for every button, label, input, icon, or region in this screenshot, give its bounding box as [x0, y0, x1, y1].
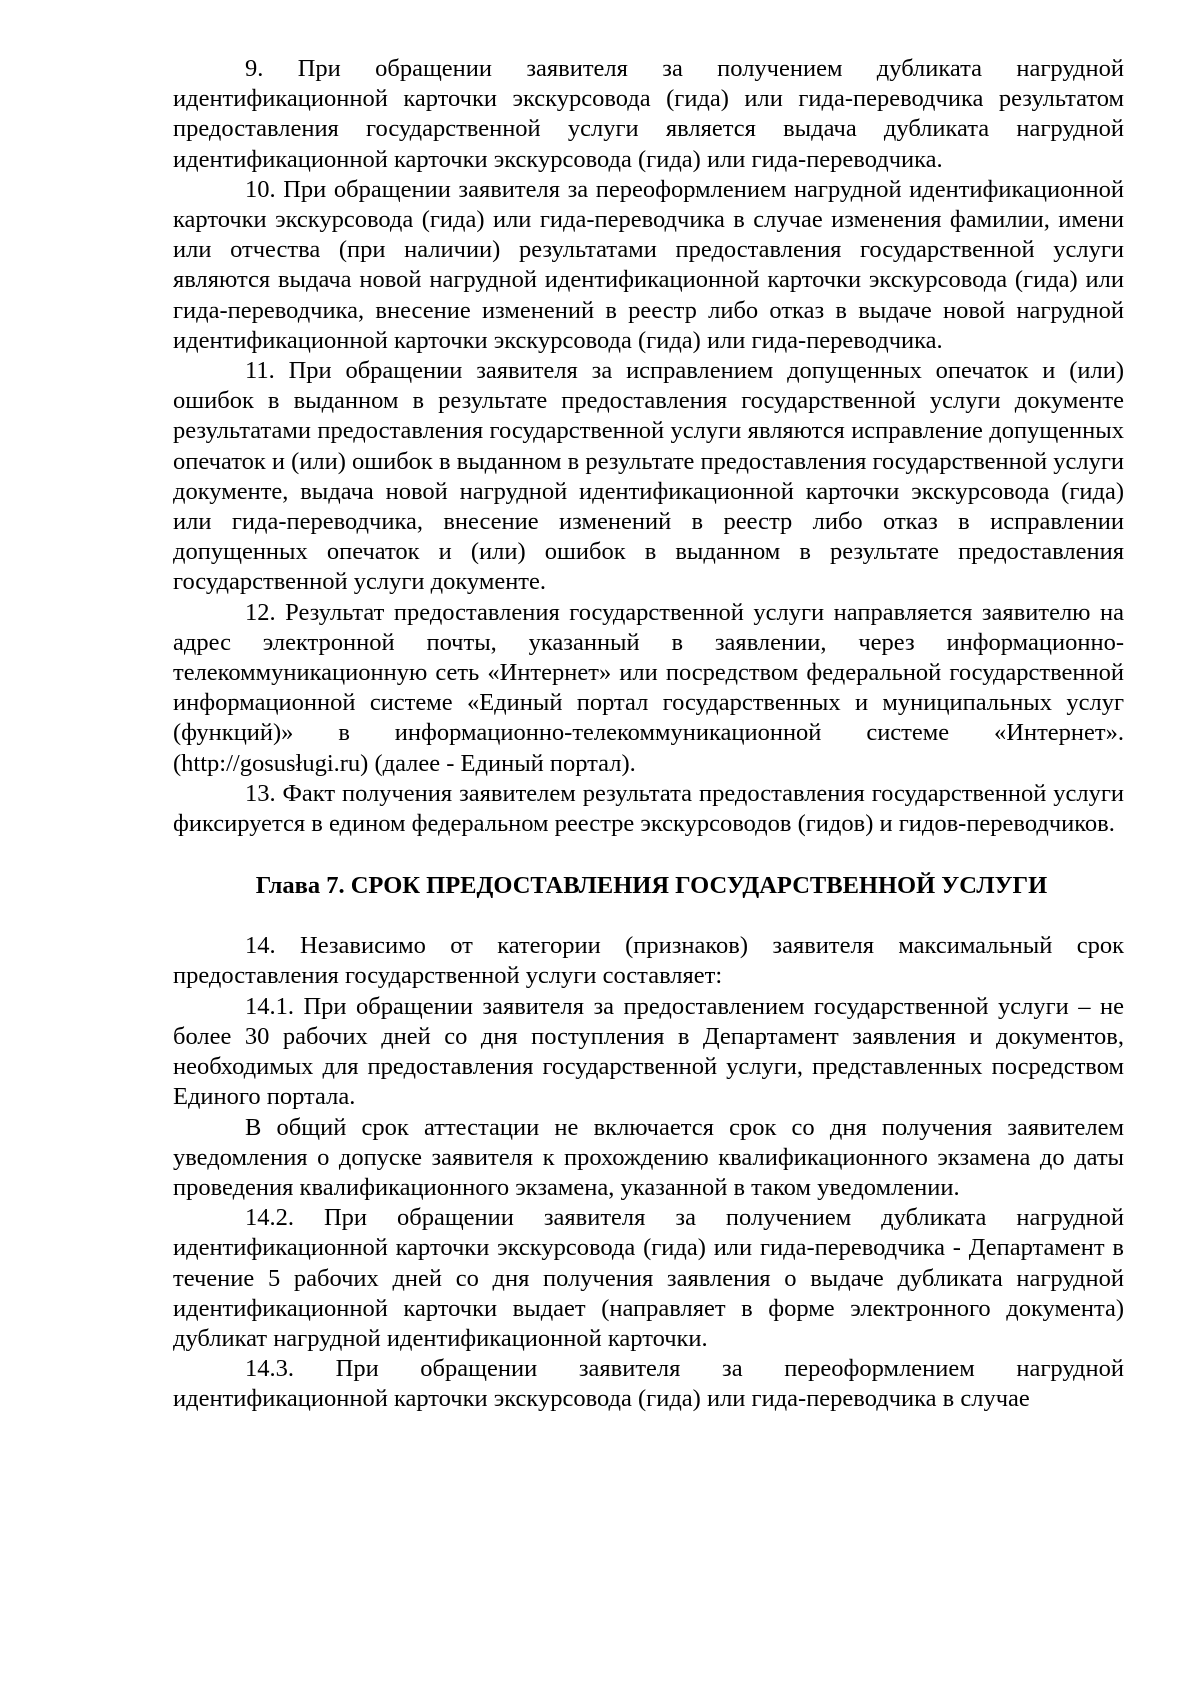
paragraph-11: 11. При обращении заявителя за исправлением допущенных опечаток и (или) ошибок в выданном в результате предоставления государственной услуги документе результатами предоставления государственной услуги являются исправление допущенных опечаток и (или) ошибок в выданном в результате предоставления государственной услуги документе, выдача новой нагрудной идентификационной карточки экскурсовода (гида) или гида-переводчика, внесение изменений в реестр либо отказ в исправлении допущенных опечаток и (или) ошибок в выданном в результате предоставления государственной услуги документе.	[173, 357, 1124, 596]
paragraph-9: 9. При обращении заявителя за получением дубликата нагрудной идентификационной карточки экскурсовода (гида) или гида-переводчика результатом предоставления государственной услуги является выдача дубликата нагрудной идентификационной карточки экскурсовода (гида) или гида-переводчика.	[173, 55, 1124, 173]
chapter-heading: Глава 7. СРОК ПРЕДОСТАВЛЕНИЯ ГОСУДАРСТВЕННОЙ УСЛУГИ	[255, 872, 1048, 900]
paragraph-14-3: 14.3. При обращении заявителя за переоформлением нагрудной идентификационной карточки экскурсовода (гида) или гида-переводчика в случае	[173, 1355, 1124, 1413]
paragraph-10: 10. При обращении заявителя за переоформлением нагрудной идентификационной карточки экскурсовода (гида) или гида-переводчика в случае изменения фамилии, имени или отчества (при наличии) результатами предоставления государственной услуги являются выдача новой нагрудной идентификационной карточки экскурсовода (гида) или гида-переводчика, внесение изменений в реестр либо отказ в выдаче новой нагрудной идентификационной карточки экскурсовода (гида) или гида-переводчика.	[173, 175, 1124, 354]
paragraph-13: 13. Факт получения заявителем результата предоставления государственной услуги фиксируется в едином федеральном реестре экскурсоводов (гидов) и гидов-переводчиков.	[173, 779, 1124, 838]
paragraph-12: 12. Результат предоставления государственной услуги направляется заявителю на адрес электронной почты, указанный в заявлении, через информационно-телекоммуникационную сеть «Интернет» или посредством федеральной государственной информационной системе «Единый портал государственных и муниципальных услуг (функций)» в информационно-телекоммуникационной системе «Интернет». (http://gosusługi.ru) (далее - Единый портал).	[173, 598, 1124, 777]
paragraph-attestation-term: В общий срок аттестации не включается срок со дня получения заявителем уведомления о допуске заявителя к прохождению квалификационного экзамена до даты проведения квалификационного экзамена, указанной в таком уведомлении.	[173, 1113, 1124, 1201]
paragraph-14: 14. Независимо от категории (признаков) заявителя максимальный срок предоставления государственной услуги составляет:	[173, 932, 1124, 990]
paragraph-14-2: 14.2. При обращении заявителя за получением дубликата нагрудной идентификационной карточки экскурсовода (гида) или гида-переводчика - Департамент в течение 5 рабочих дней со дня получения заявления о выдаче дубликата нагрудной идентификационной карточки выдает (направляет в форме электронного документа) дубликат нагрудной идентификационной карточки.	[173, 1204, 1124, 1352]
paragraph-14-1: 14.1. При обращении заявителя за предоставлением государственной услуги – не более 30 рабочих дней со дня поступления в Департамент заявления и документов, необходимых для предоставления государственной услуги, представленных посредством Единого портала.	[173, 992, 1124, 1111]
